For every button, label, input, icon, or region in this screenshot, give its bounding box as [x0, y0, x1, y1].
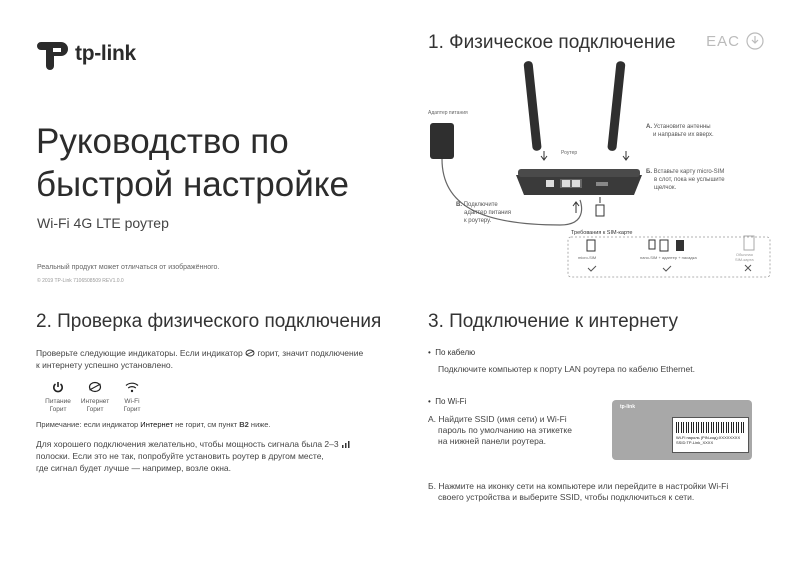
step-a-letter: A.: [646, 124, 652, 130]
note-bold: Интернет: [140, 420, 174, 429]
wifi-b-line2: своего устройства и выберите SSID, чтобы подключиться к сети.: [438, 492, 695, 502]
wifi-step-a: [428, 414, 588, 447]
indicator-internet-state: Горит: [86, 406, 104, 413]
indicator-power-name: Питание: [45, 398, 71, 405]
step-a-line2: и направьте их вверх.: [653, 132, 714, 138]
eac-mark-icon: EAC: [706, 32, 740, 50]
cable-title: По кабелю: [435, 348, 476, 357]
step-b-sim-letter: Б.: [646, 169, 652, 175]
signal-icon: [341, 440, 351, 448]
title-line-1: Руководство по: [36, 122, 289, 161]
certification-marks: [706, 32, 764, 50]
wifi-b-letter: Б.: [428, 481, 436, 491]
power-icon: [52, 381, 64, 393]
sim-card-icon: [596, 197, 604, 216]
step-c-power: [456, 201, 566, 225]
cable-bullet: • По кабелю: [428, 348, 476, 357]
wifi-a-letter: A.: [428, 414, 437, 424]
step-c-letter: В.: [456, 202, 462, 208]
sim-type-icons: [587, 236, 754, 271]
sim-other-label: [735, 252, 754, 262]
indicator-wifi-name: Wi-Fi: [124, 398, 140, 405]
wifi-a-line3: на нижней панели роутера.: [438, 436, 546, 446]
disclaimer: Реальный продукт может отличаться от изображённого.: [37, 264, 220, 271]
note-ref: B2: [239, 420, 249, 429]
sim-box-title: Требования к SIM-карте: [571, 230, 633, 236]
indicator-internet: [75, 380, 115, 414]
section2-signal: [36, 438, 406, 474]
logo-text: tp-link: [75, 42, 136, 65]
cable-text: Подключите компьютер к порту LAN роутера по кабелю Ethernet.: [438, 364, 695, 374]
sim-other-line1: Обычная: [735, 252, 753, 257]
wifi-bullet: • По Wi-Fi: [428, 397, 467, 406]
router-label: Роутер: [561, 150, 578, 156]
label-line2: SSID:TP-Link_XXXX: [676, 440, 714, 445]
internet-icon: [245, 349, 255, 357]
barcode-icon: [676, 422, 745, 433]
signal-line1: Для хорошего подключения желательно, чтобы мощность сигнала была 2–3: [36, 439, 339, 449]
sim-nano-label: nano-SIM + адаптер + насадка: [640, 255, 697, 260]
label-text: [673, 435, 748, 445]
section1-title: 1. Физическое подключение: [428, 32, 676, 53]
sim-other-line2: SIM-карта: [735, 257, 754, 262]
router-bottom-label-image: [612, 400, 752, 460]
indicator-wifi-state: Горит: [123, 406, 141, 413]
note-prefix: Примечание: если индикатор: [36, 420, 139, 429]
indicator-wifi: [112, 380, 152, 414]
signal-line3: где сигнал будет лучше — например, возле окна.: [36, 463, 231, 473]
wifi-title: По Wi-Fi: [435, 397, 467, 406]
step-b-sim-line2: в слот, пока не услышите: [654, 177, 725, 183]
indicator-power: [38, 380, 78, 414]
step-c-line3: к роутеру.: [464, 218, 492, 224]
internet-icon: [88, 381, 102, 393]
section2-intro: [36, 347, 396, 371]
section3-title: 3. Подключение к интернету: [428, 311, 679, 332]
wifi-b-line1: Нажмите на иконку сети на компьютере или перейдите в настройки Wi-Fi: [438, 481, 729, 491]
indicator-internet-name: Интернет: [80, 398, 110, 405]
step-a-line1: Установите антенны: [653, 124, 711, 130]
power-adapter-label: Адаптер питания: [428, 110, 468, 116]
title-line-2: быстрой настройке: [36, 165, 349, 204]
step-c-line1: Подключите: [463, 202, 498, 208]
note-suffix: ниже.: [250, 420, 271, 429]
section2-note: [36, 419, 271, 431]
label-logo: tp-link: [620, 404, 635, 410]
section2-intro-line1b: горит, значит подключение: [257, 348, 364, 358]
step-b-sim-line1: Вставьте карту micro-SIM: [653, 169, 725, 175]
wifi-a-line1: Найдите SSID (имя сети) и Wi-Fi: [438, 414, 567, 424]
step-a-antennas: [646, 123, 766, 139]
note-mid: не горит, см пункт: [175, 420, 238, 429]
copyright: © 2019 TP-Link 7106508509 REV1.0.0: [37, 278, 124, 284]
step-b-sim: [646, 168, 776, 192]
router-icon: [516, 169, 642, 195]
section2-intro-line2: к интернету успешно установлено.: [36, 360, 173, 370]
wifi-icon: [125, 381, 139, 393]
sim-micro-label: micro-SIM: [578, 255, 597, 260]
doc-subtitle: Wi-Fi 4G LTE роутер: [37, 215, 169, 231]
tplink-logo: [37, 38, 136, 70]
signal-line2: полоски. Если это не так, попробуйте установить роутер в другом месте,: [36, 451, 324, 461]
step-c-line2: адаптер питания: [464, 210, 511, 216]
tplink-logo-icon: [37, 38, 69, 70]
step-b-sim-line3: щелчок.: [654, 185, 677, 191]
indicator-power-state: Горит: [49, 406, 67, 413]
section2-intro-line1: Проверьте следующие индикаторы. Если индикатор: [36, 348, 243, 358]
wifi-step-b: [428, 481, 768, 503]
antenna-icon: [523, 61, 629, 160]
section2-title: 2. Проверка физического подключения: [36, 311, 382, 332]
doc-title: [36, 120, 396, 206]
recycle-mark-icon: [746, 32, 764, 50]
label-line1: Wi-Fi пароль (PIN-код):XXXXXXXX: [676, 435, 741, 440]
label-sticker: [672, 417, 749, 453]
wifi-a-line2: пароль по умолчанию на этикетке: [438, 425, 572, 435]
